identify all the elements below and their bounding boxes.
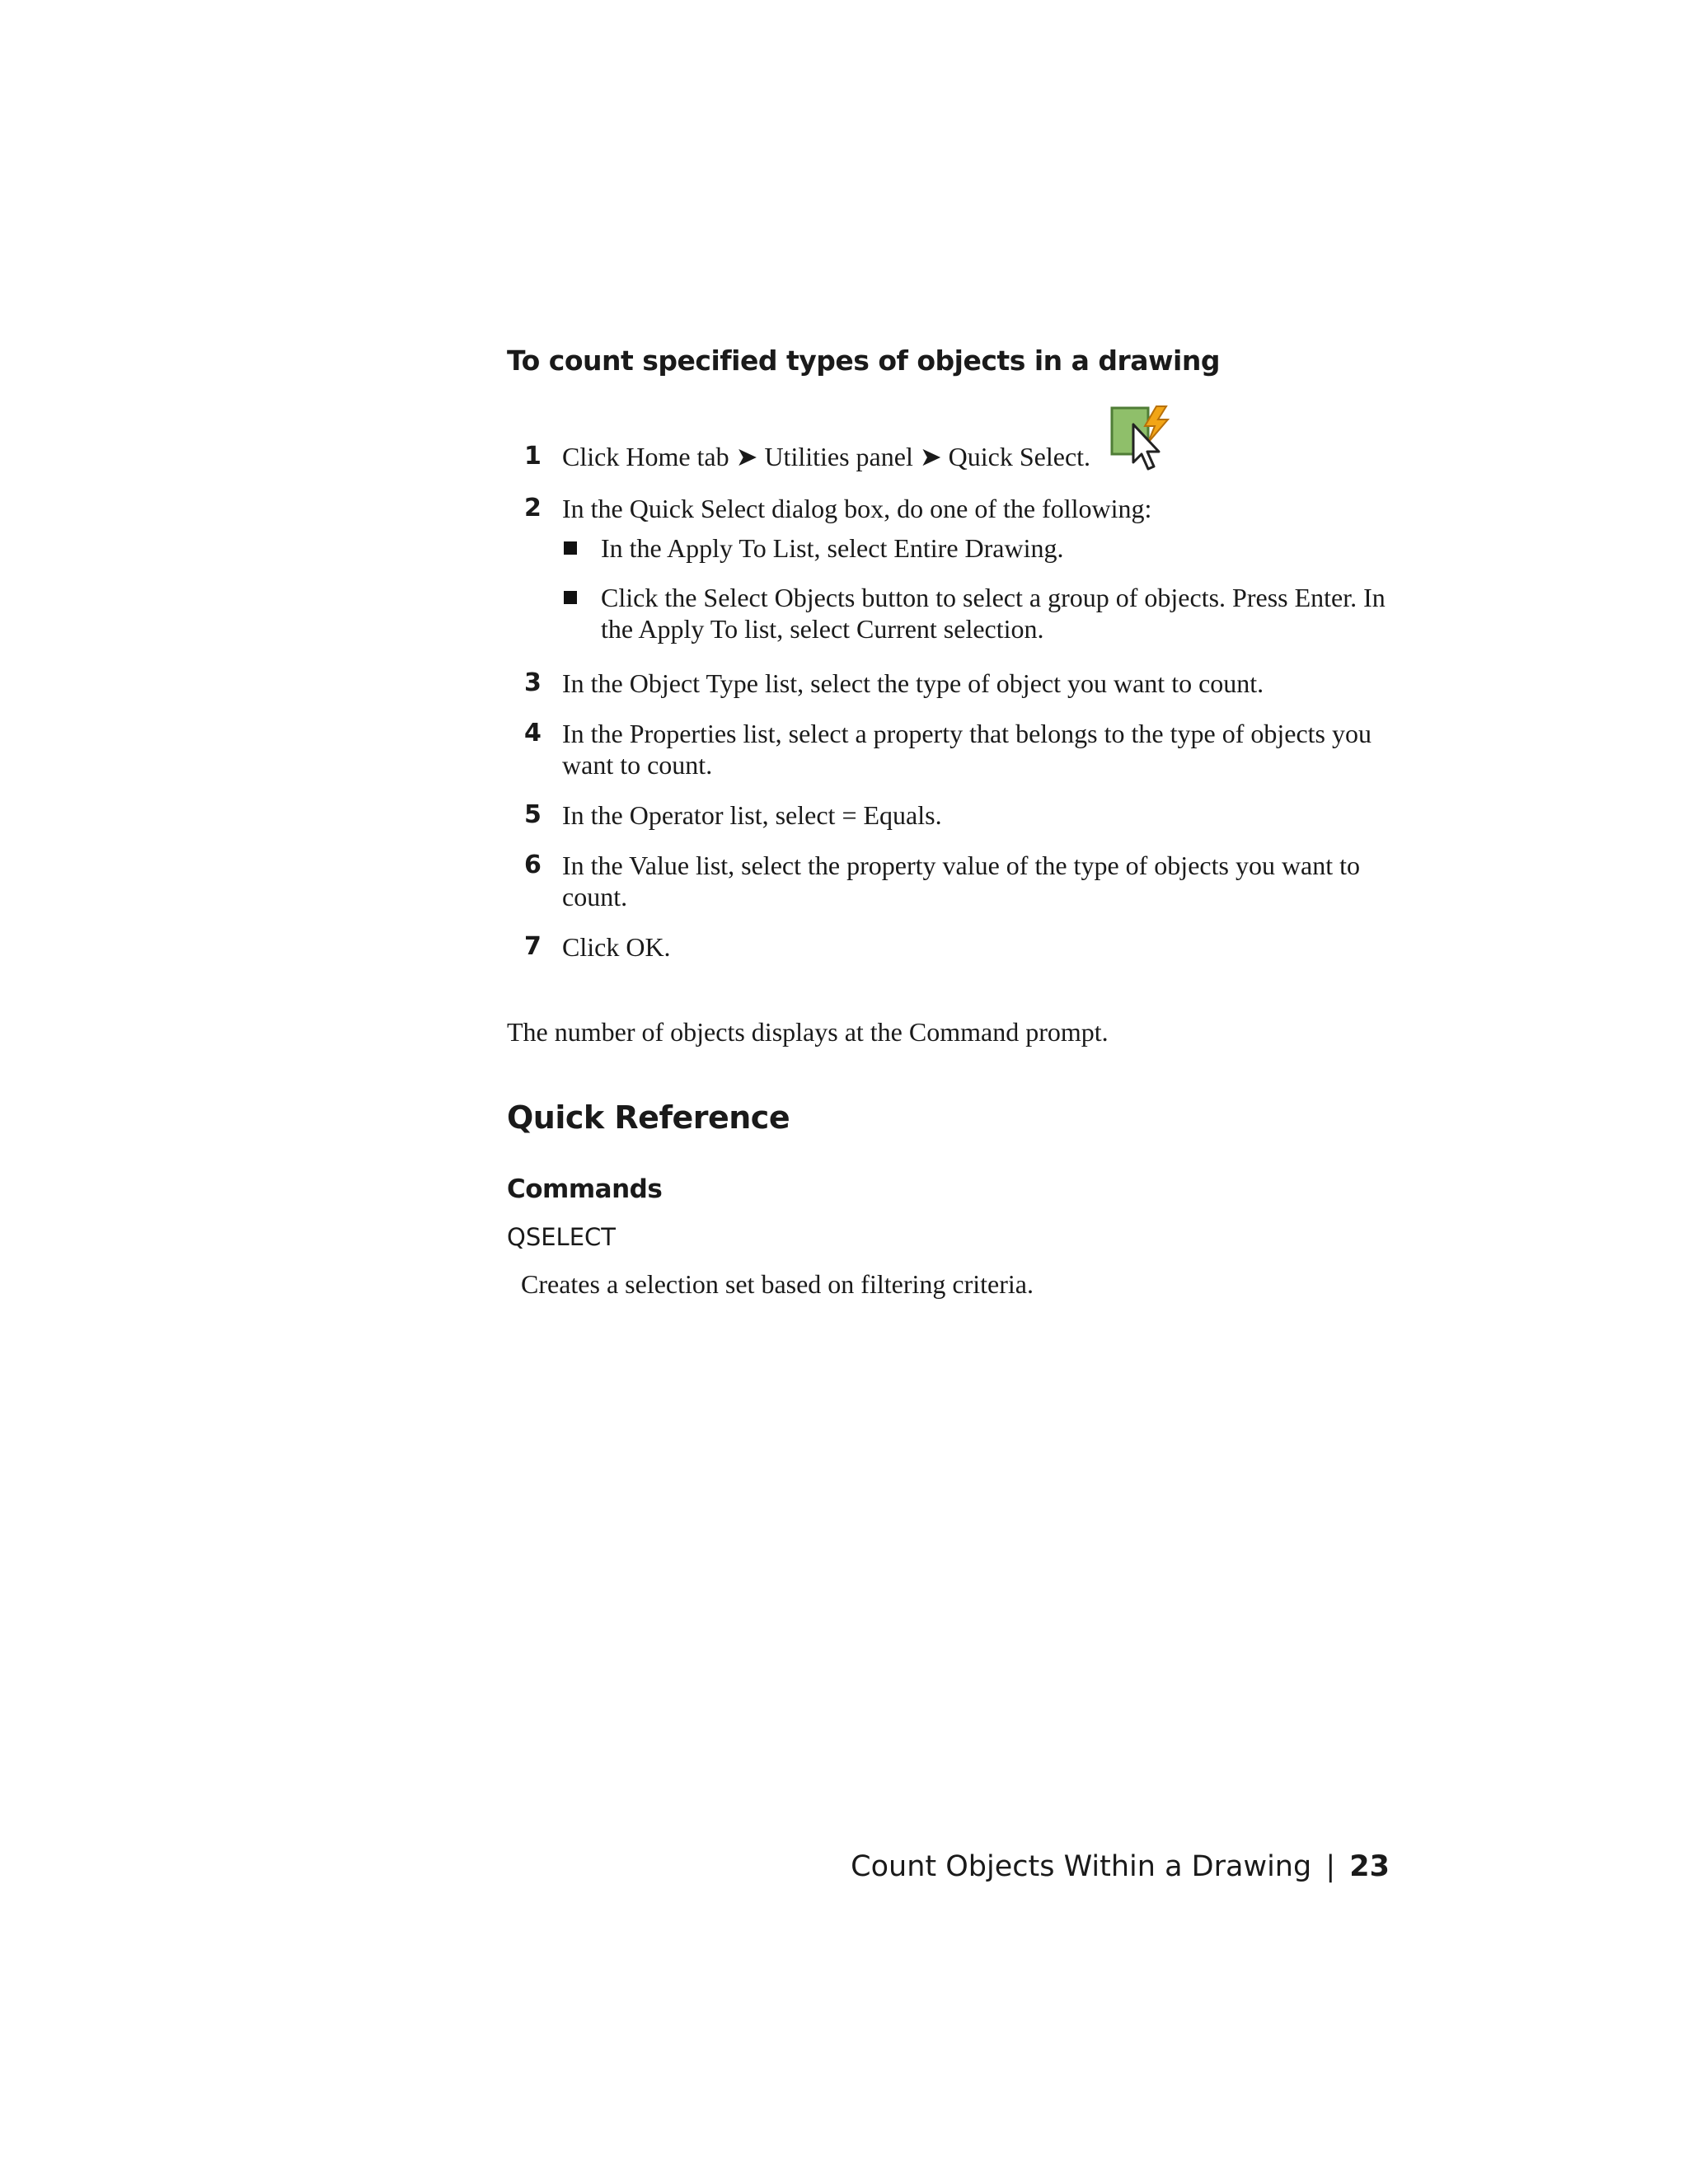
bullet-square-icon (564, 541, 577, 555)
bullet-text: In the Apply To List, select Entire Drawing. (601, 533, 1064, 563)
quick-reference-heading: Quick Reference (507, 1099, 790, 1136)
step-number: 7 (524, 932, 542, 961)
step-text: In the Properties list, select a property that belongs to the type of objects you want to count. (562, 719, 1372, 780)
commands-heading: Commands (507, 1174, 663, 1204)
step-6 (507, 850, 1393, 912)
procedure-title: To count specified types of objects in a drawing (507, 344, 1220, 377)
step-7 (507, 931, 1393, 963)
step-number: 2 (524, 494, 542, 523)
list-item (562, 532, 1393, 564)
command-description: Creates a selection set based on filtering criteria. (521, 1269, 1034, 1299)
step-text: In the Operator list, select = Equals. (562, 800, 942, 830)
step-3 (507, 668, 1393, 699)
quick-select-icon (1109, 405, 1179, 474)
step-1 (507, 441, 1393, 474)
step-number: 6 (524, 851, 542, 879)
step-text: Click Home tab ➤ Utilities panel ➤ Quick Select. (562, 442, 1091, 471)
step-text: In the Object Type list, select the type of object you want to count. (562, 668, 1264, 698)
page-number: 23 (1349, 1850, 1390, 1883)
result-text: The number of objects displays at the Command prompt. (507, 1017, 1109, 1047)
footer-section-title: Count Objects Within a Drawing (851, 1850, 1312, 1883)
step-number: 4 (524, 719, 542, 748)
step-2 (507, 493, 1393, 644)
step-number: 3 (524, 668, 542, 697)
bullet-text: Click the Select Objects button to select a group of objects. Press Enter. In the Apply To list, select Current selection. (601, 583, 1386, 644)
step-text: In the Quick Select dialog box, do one of the following: (562, 494, 1152, 523)
step-2-options (562, 532, 1393, 644)
procedure-steps (507, 441, 1393, 982)
bullet-square-icon (564, 591, 577, 604)
list-item (562, 582, 1393, 644)
footer-separator: | (1325, 1850, 1336, 1883)
step-number: 5 (524, 800, 542, 829)
step-number: 1 (524, 442, 542, 471)
step-4 (507, 718, 1393, 780)
step-5 (507, 799, 1393, 831)
step-text: In the Value list, select the property value of the type of objects you want to count. (562, 851, 1361, 912)
step-text: Click OK. (562, 932, 671, 962)
command-name: QSELECT (507, 1223, 617, 1251)
page-footer (851, 1850, 1390, 1883)
